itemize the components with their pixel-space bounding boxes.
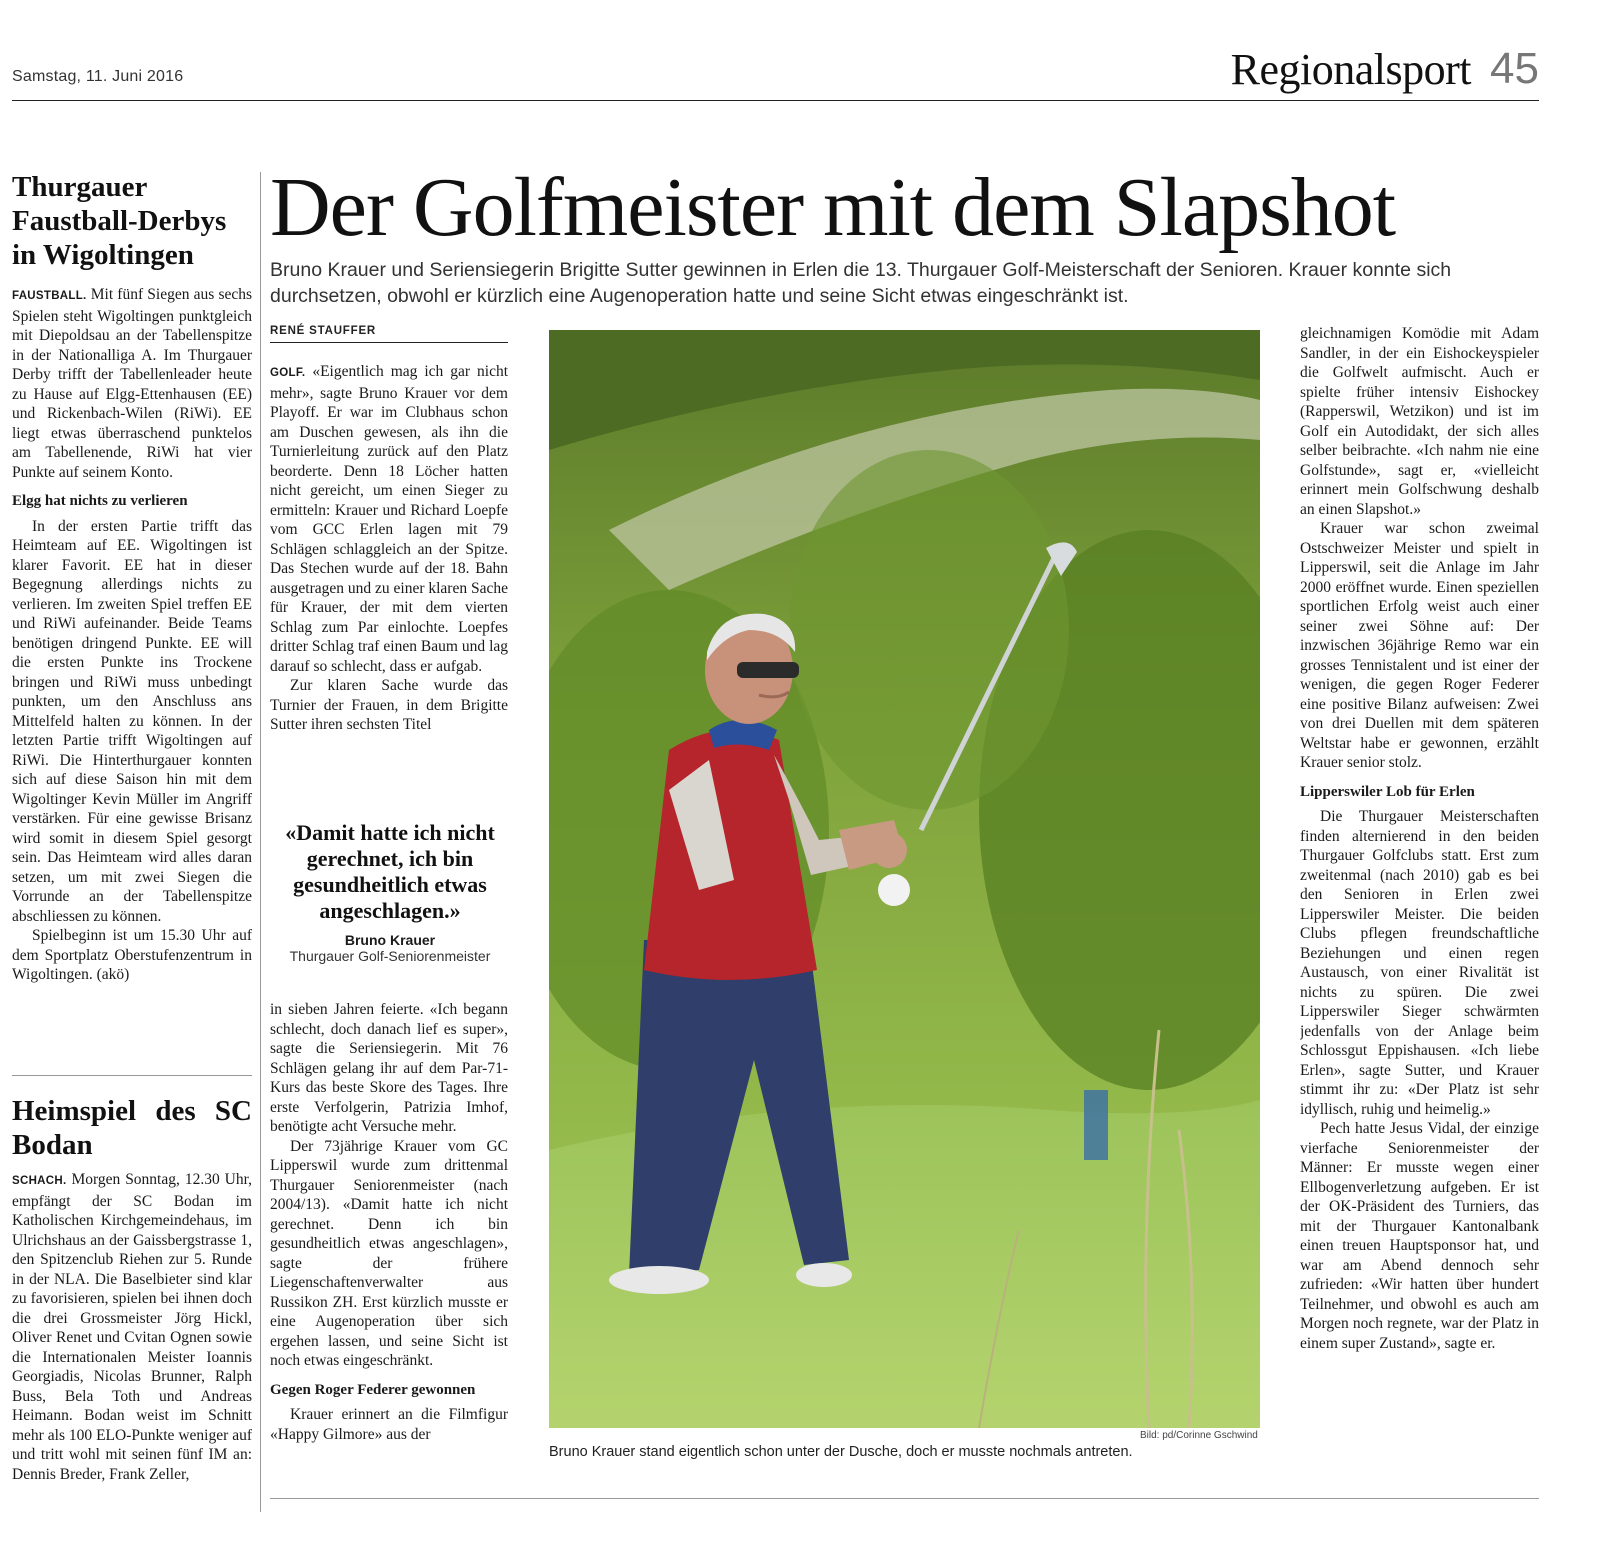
article-paragraph: in sieben Jahren feierte. «Ich begann schlecht, doch danach lief es super», sagte die Seriensiegerin. Mit 76 Schlägen gelang ihr auf dem Par-71-Kurs das beste Skore des Tages. Ihre erste Verfolgerin, Patrizia Imhof, benötigte acht Versuche mehr. bbox=[270, 1001, 508, 1135]
golfer-photo-image bbox=[549, 330, 1260, 1428]
article-kicker: FAUSTBALL. bbox=[12, 290, 87, 302]
header-rule bbox=[12, 100, 1539, 101]
article-paragraph: Die Thurgauer Meisterschaften finden alternierend in den beiden Thurgauer Golfclubs statt. Erst zum zweitenmal (nach 2010) gab es bei den Senioren in Erlen zwei Lipperswiler Meister. Die beiden Clubs pflegen freundschaftliche Beziehungen und einen regen Austausch, von einer Rivalität ist nichts zu spüren. Die zwei Lipperswiler Sieger schwärmten jedenfalls von der Anlage beim Schlossgut Eppishausen. «Ich liebe Erlen», sagte Sutter, und Krauer stimmt ihr zu: «Der Platz ist sehr idyllisch, ruhig und heimelig.» bbox=[1300, 808, 1539, 1118]
article-paragraph: Spielbeginn ist um 15.30 Uhr auf dem Sportplatz Oberstufenzentrum in Wigoltingen. (akö) bbox=[12, 927, 252, 983]
article-paragraph: Der 73jährige Krauer vom GC Lipperswil wurde zum drittenmal Thurgauer Seniorenmeister (nach 2004/13). «Damit hatte ich nicht gerechnet. Denn ich bin gesundheitlich etwas angeschlagen», sagte der frühere Liegenschaftenverwalter aus Russikon ZH. Erst kürzlich musste er eine Augenoperation über sich ergehen lassen, und seine Sicht ist noch etwas eingeschränkt. bbox=[270, 1137, 508, 1369]
article-title: Heimspiel des SC Bodan bbox=[12, 1095, 252, 1161]
article-paragraph: Morgen Sonntag, 12.30 Uhr, empfängt der SC Bodan im Katholischen Kirchgemeindehaus, im Ulrichshaus an der Gaissbergstrasse 1, den Spitzenclub Riehen zur 5. Runde in der NLA. Die Baselbieter sind klar zu favorisieren, spielen bei ihnen doch die drei Grossmeister Jörg Hickl, Oliver Renet und Cvitan Ognen sowie die Internationalen Meister Ioannis Georgiadis, Nicolas Brunner, Ralph Buss, Bela Toth und Andreas Heimann. Bodan weist im Schnitt mehr als 100 ELO-Punkte weniger auf und tritt wohl mit seinen fünf IM an: Dennis Breder, Frank Zeller, bbox=[12, 1171, 252, 1483]
sidebar-article-faustball bbox=[12, 170, 252, 985]
article-paragraph: Krauer erinnert an die Filmfigur «Happy Gilmore» aus der bbox=[270, 1406, 508, 1443]
main-column-1-bottom bbox=[270, 1000, 508, 1444]
article-paragraph: Mit fünf Siegen aus sechs Spielen steht Wigoltingen punktgleich mit Diepoldsau an der Tabellenspitze in der Nationalliga A. Im Thurgauer Derby trifft der Tabellenleader heute zu Hause auf Elgg-Ettenhausen (EE) und Rickenbach-Wilen (RiWi). EE liegt etwas überraschend punktelos am Tabellenende, RiWi hat vier Punkte auf seinem Konto. bbox=[12, 286, 253, 481]
footer-rule bbox=[270, 1498, 1539, 1499]
main-column-1-top bbox=[270, 362, 508, 735]
sidebar-article-schach bbox=[12, 1094, 252, 1514]
sidebar-divider bbox=[260, 172, 261, 1512]
article-paragraph: gleichnamigen Komödie mit Adam Sandler, in der ein Eishockeyspieler die Golfwelt aufmischt. Auch er spielte früher intensiv Eishockey (Rapperswil, Wetzikon) und ist im Golf ein Autodidakt, der sich alles selber beibrachte. «Ich nahm nie eine Golfstunde», sagt er, «vielleicht erinnert mein Golfschwung deshalb an einen Slapshot.» bbox=[1300, 325, 1539, 518]
article-paragraph: «Eigentlich mag ich gar nicht mehr», sagte Bruno Krauer vor dem Playoff. Er war im Clubhaus schon am Duschen gewesen, als ihn die Turnierleitung zurück auf den Platz beorderte. Denn 18 Löcher hatten nicht gereicht, um einen Sieger zu ermitteln: Krauer und Richard Loepfe vom GCC Erlen lagen mit 79 Schlägen schlaggleich an der Spitze. Das Stechen wurde auf der 18. Bahn ausgetragen und zu einer klaren Sache für Krauer, der mit dem vierten Schlag zum Par einlochte. Loepfes dritter Schlag traf einen Baum und lag darauf so schlecht, dass er aufgab. bbox=[270, 363, 508, 675]
page-date: Samstag, 11. Juni 2016 bbox=[12, 68, 184, 85]
article-title: Thurgauer Faustball-Derbys in Wigoltingen bbox=[12, 171, 227, 271]
main-column-3 bbox=[1300, 324, 1539, 1464]
article-paragraph: Zur klaren Sache wurde das Turnier der Frauen, in dem Brigitte Sutter ihren sechsten Titel bbox=[270, 677, 508, 733]
quote-attribution-role: Thurgauer Golf-Seniorenmeister bbox=[289, 948, 491, 964]
quote-attribution-name: Bruno Krauer bbox=[344, 932, 436, 948]
quote-text: «Damit hatte ich nicht gerechnet, ich bin gesundheitlich etwas angeschlagen.» bbox=[285, 820, 495, 923]
article-subhead: Gegen Roger Federer gewonnen bbox=[270, 1381, 476, 1398]
page-number: 45 bbox=[1490, 44, 1539, 93]
pull-quote bbox=[270, 820, 510, 965]
article-subhead: Elgg hat nichts zu verlieren bbox=[12, 493, 188, 509]
article-paragraph: Krauer war schon zweimal Ostschweizer Meister und spielt in Lipperswil, seit die Anlage im Jahr 2000 eröffnet wurde. Einen speziellen sportlichen Erfolg weist auch einer seiner zwei Söhne auf: Der inzwischen 36jährige Remo war ein grosses Tennistalent und ist einer der wenigen, die gegen Roger Federer eine positive Bilanz aufweisen: Zwei von drei Duellen mit dem späteren Weltstar habe er gewonnen, erzählt Krauer senior stolz. bbox=[1300, 520, 1539, 771]
article-paragraph: In der ersten Partie trifft das Heimteam auf EE. Wigoltingen ist klarer Favorit. EE hat in dieser Begegnung allerdings nichts zu verlieren. Im zweiten Spiel treffen EE und RiWi aufeinander. Beide Teams benötigen dringend Punkte. EE will die ersten Punkte ins Trockene bringen und RiWi muss unbedingt punkten, um den Anschluss ans Mittelfeld halten zu können. In der letzten Partie trifft Wigoltingen auf RiWi. Die Hinterthurgauer konnten sich auf diese Saison hin mit dem Wigoltinger Kevin Müller im Angriff verstärken. Für eine gewisse Brisanz wird somit in diesem Spiel gesorgt sein. Das Heimteam wird alles daran setzen, um mit zwei Siegen die Vorrunde an der Tabellenspitze abschliessen zu können. bbox=[12, 517, 252, 925]
byline-rule bbox=[270, 342, 508, 343]
photo-credit: Bild: pd/Corinne Gschwind bbox=[1140, 1430, 1258, 1441]
article-paragraph: Pech hatte Jesus Vidal, der einzige vierfache Seniorenmeister der Männer: Er musste wegen einer Ellbogenverletzung aufgeben. Er ist der OK-Präsident des Turniers, das mit der Thurgauer Kantonalbank einen treuen Hauptsponsor hat, und war am Abend dennoch sehr zufrieden: «Wir hatten über hundert Teilnehmer, und obwohl es auch am Morgen noch regnete, war der Platz in einem super Zustand», sagte er. bbox=[1300, 1120, 1539, 1352]
golfer-photo bbox=[549, 330, 1260, 1428]
sidebar-article-divider bbox=[12, 1075, 252, 1076]
main-headline: Der Golfmeister mit dem Slapshot bbox=[270, 161, 1396, 254]
author-byline: RENÉ STAUFFER bbox=[270, 325, 377, 337]
section-title: Regionalsport bbox=[1230, 45, 1471, 94]
main-lead: Bruno Krauer und Seriensiegerin Brigitte Sutter gewinnen in Erlen die 13. Thurgauer Golf-Meisterschaft der Senioren. Krauer konnte sich durchsetzen, obwohl er kürzlich eine Augenoperation hatte und seine Sicht etwas eingeschränkt ist. bbox=[270, 259, 1452, 307]
article-subhead: Lipperswiler Lob für Erlen bbox=[1300, 783, 1475, 800]
article-kicker: GOLF. bbox=[270, 367, 306, 379]
photo-caption: Bruno Krauer stand eigentlich schon unter der Dusche, doch er musste nochmals antreten. bbox=[549, 1444, 1133, 1460]
article-kicker: SCHACH. bbox=[12, 1175, 67, 1187]
